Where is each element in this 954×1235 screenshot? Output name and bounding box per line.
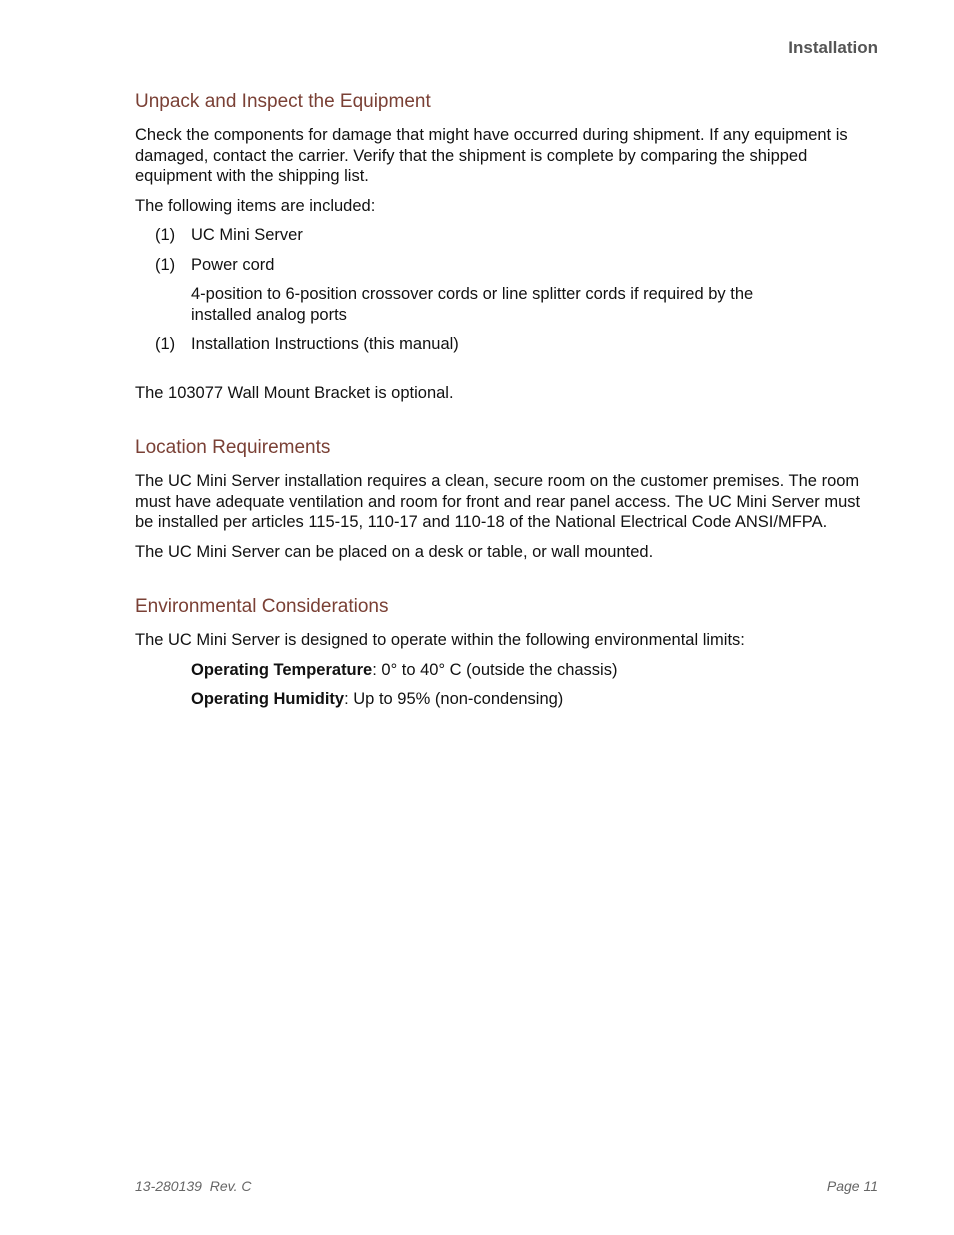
item-text: UC Mini Server bbox=[191, 226, 303, 244]
item-quantity: (1) bbox=[155, 226, 176, 244]
item-text: 4-position to 6-position crossover cords or line splitter cords if required by the installed analog ports bbox=[191, 285, 754, 324]
spec-value: : 0° to 40° C (outside the chassis) bbox=[372, 660, 618, 679]
spec-label: Operating Humidity bbox=[191, 690, 345, 708]
included-items-list bbox=[155, 225, 865, 355]
running-header: Installation bbox=[788, 38, 878, 57]
spec-temperature bbox=[191, 660, 865, 681]
section-title-unpack: Unpack and Inspect the Equipment bbox=[135, 91, 431, 112]
list-item bbox=[155, 255, 865, 276]
spec-humidity bbox=[191, 689, 865, 710]
item-quantity: (1) bbox=[155, 255, 176, 274]
page-content bbox=[135, 90, 865, 719]
footer-page-number: Page 11 bbox=[826, 1178, 878, 1194]
location-para-2: The UC Mini Server can be placed on a desk or table, or wall mounted. bbox=[135, 542, 654, 561]
location-para-1: The UC Mini Server installation requires a clean, secure room on the customer premises. The room must have adequate ventilation and room for front and rear panel access. The UC Mini Server must be installed per articles 115-15, 110-17 and 110-18 of the National Electrical Code ANSI/MFPA. bbox=[135, 472, 861, 531]
spec-value: : Up to 95% (non-condensing) bbox=[344, 690, 564, 708]
spec-label: Operating Temperature bbox=[191, 660, 373, 679]
environmental-intro: The UC Mini Server is designed to operate within the following environmental limits: bbox=[135, 631, 745, 649]
unpack-intro: Check the components for damage that might have occurred during shipment. If any equipment is damaged, contact the carrier. Verify that the shipment is complete by comparing the shipped equipment with the shipping list. bbox=[135, 126, 848, 185]
item-text: Power cord bbox=[191, 255, 275, 274]
list-item bbox=[155, 284, 865, 325]
section-title-location: Location Requirements bbox=[135, 437, 331, 458]
item-text: Installation Instructions (this manual) bbox=[191, 335, 459, 353]
items-intro: The following items are included: bbox=[135, 196, 376, 215]
list-item bbox=[155, 334, 865, 355]
section-title-environmental: Environmental Considerations bbox=[135, 596, 389, 617]
item-quantity bbox=[155, 284, 191, 325]
list-item bbox=[155, 225, 865, 246]
item-quantity: (1) bbox=[155, 335, 176, 353]
footer-doc-number: 13-280139 Rev. C bbox=[135, 1178, 252, 1194]
bracket-note: The 103077 Wall Mount Bracket is optional. bbox=[135, 383, 454, 402]
